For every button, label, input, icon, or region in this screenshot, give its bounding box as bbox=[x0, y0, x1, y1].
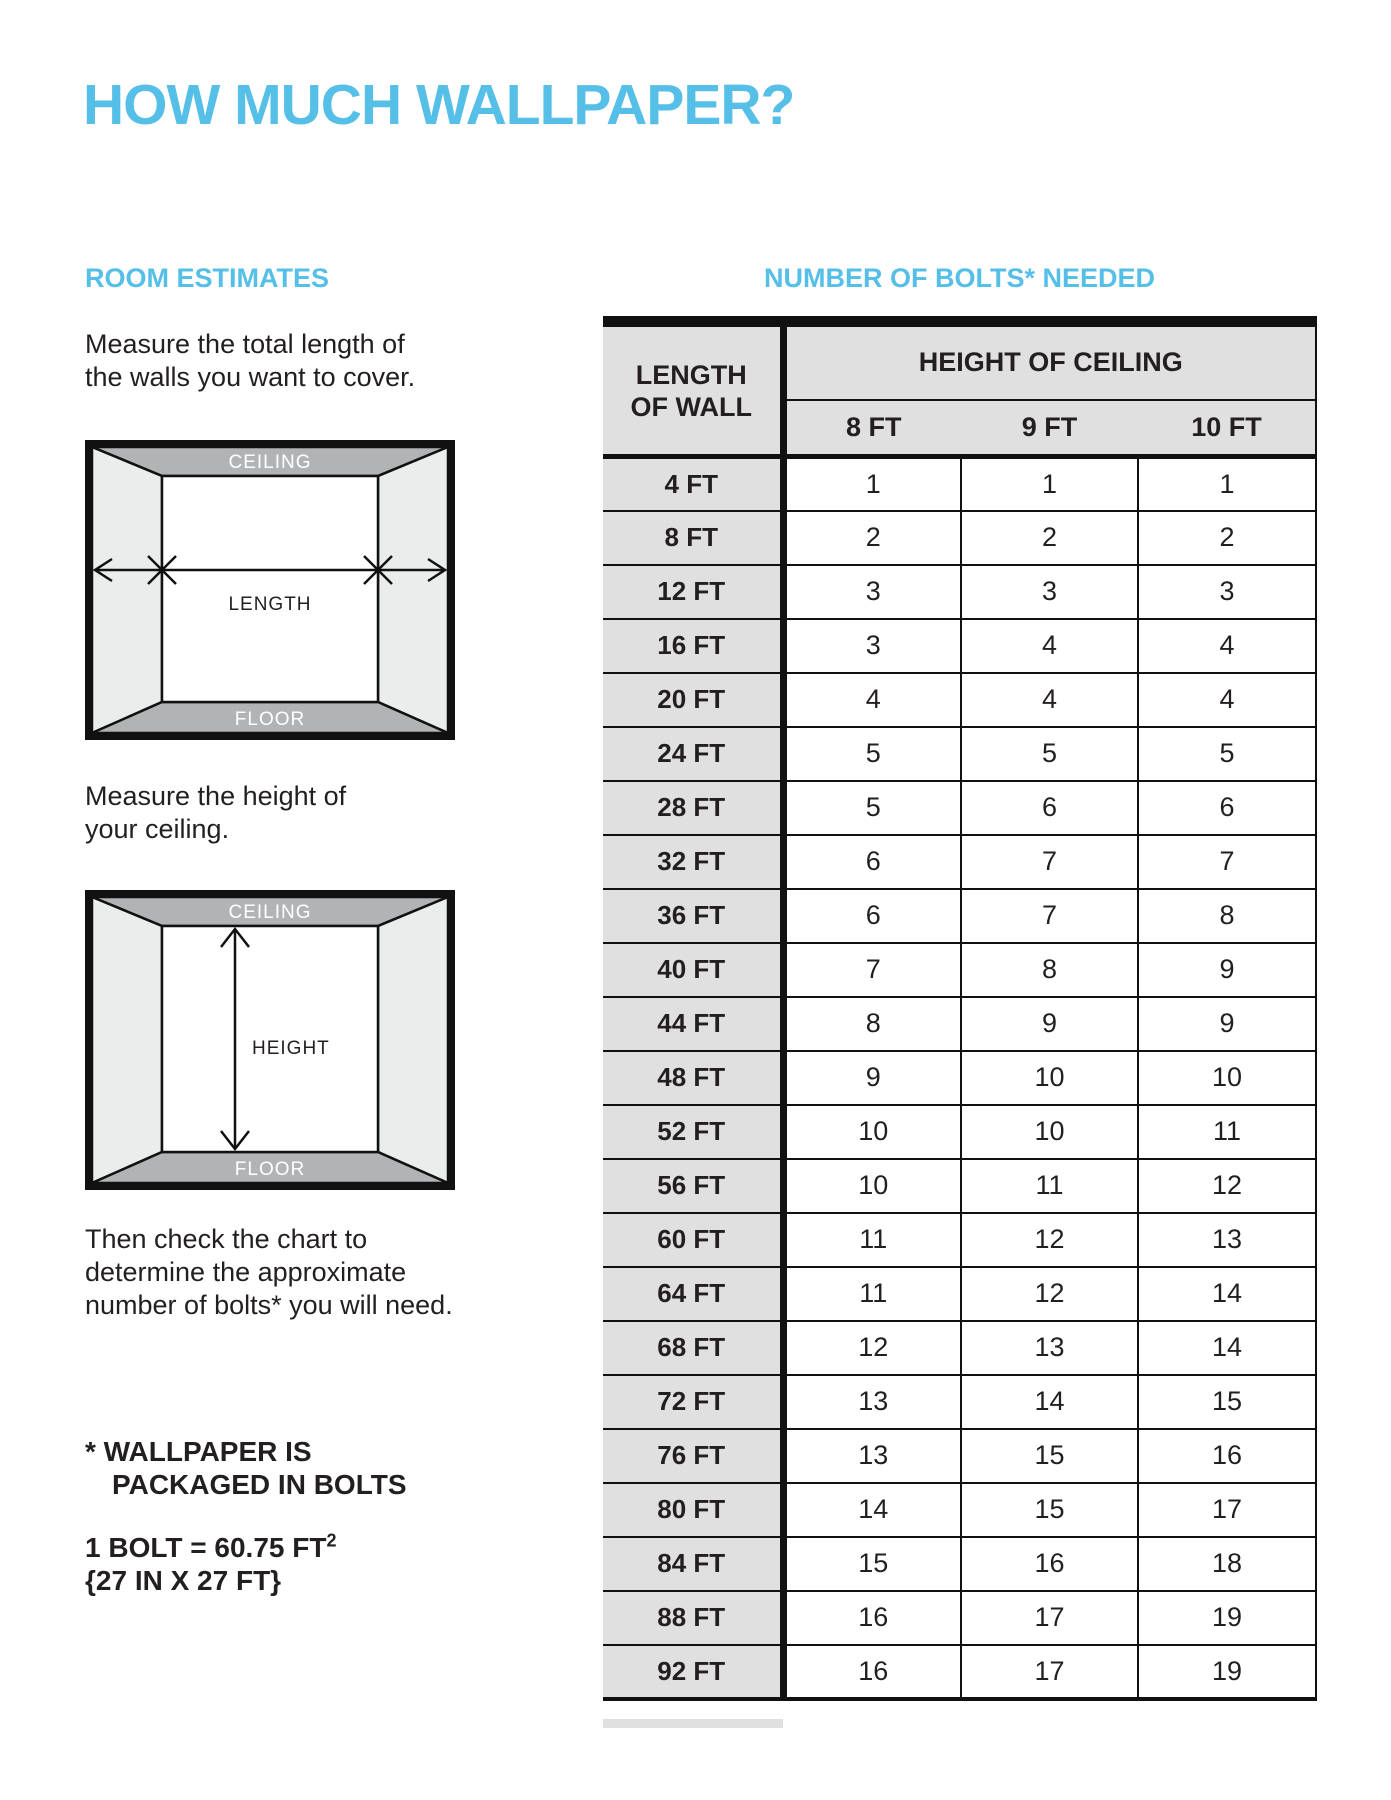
footnote-line: PACKAGED IN BOLTS bbox=[112, 1469, 407, 1500]
table-group-header-row bbox=[603, 322, 1316, 400]
table-row bbox=[603, 835, 1316, 889]
bolt-count-cell: 4 bbox=[961, 673, 1138, 727]
bolt-count-cell: 13 bbox=[1138, 1213, 1316, 1267]
table-bottom-stub bbox=[603, 1719, 783, 1728]
bolt-count-cell: 9 bbox=[783, 1051, 961, 1105]
table-row bbox=[603, 1267, 1316, 1321]
bolt-count-cell: 17 bbox=[1138, 1483, 1316, 1537]
bolt-count-cell: 3 bbox=[961, 565, 1138, 619]
bolt-count-cell: 9 bbox=[1138, 997, 1316, 1051]
length-of-wall-line: LENGTH bbox=[635, 359, 747, 390]
bolt-count-cell: 1 bbox=[783, 457, 961, 511]
length-of-wall-line: OF WALL bbox=[630, 391, 752, 422]
ceiling-label: CEILING bbox=[228, 452, 312, 473]
instruction-measure-height bbox=[85, 780, 346, 846]
wall-length-cell: 20 FT bbox=[603, 673, 783, 727]
bolts-footnote bbox=[85, 1435, 407, 1501]
bolt-count-cell: 3 bbox=[783, 565, 961, 619]
bolt-count-cell: 1 bbox=[961, 457, 1138, 511]
bolt-count-cell: 12 bbox=[1138, 1159, 1316, 1213]
column-header-10ft: 10 FT bbox=[1138, 400, 1316, 457]
bolt-count-cell: 11 bbox=[961, 1159, 1138, 1213]
instruction-measure-length bbox=[85, 328, 415, 394]
wall-length-cell: 68 FT bbox=[603, 1321, 783, 1375]
wall-length-cell: 52 FT bbox=[603, 1105, 783, 1159]
ceiling-label: CEILING bbox=[228, 902, 312, 923]
bolt-count-cell: 4 bbox=[1138, 673, 1316, 727]
bolt-count-cell: 11 bbox=[783, 1267, 961, 1321]
instruction-line: Then check the chart to bbox=[85, 1224, 368, 1254]
bolt-count-cell: 10 bbox=[783, 1159, 961, 1213]
bolt-count-cell: 16 bbox=[961, 1537, 1138, 1591]
bolt-size-text: 1 BOLT = 60.75 FT bbox=[85, 1532, 327, 1563]
wall-length-cell: 48 FT bbox=[603, 1051, 783, 1105]
bolt-count-cell: 14 bbox=[1138, 1267, 1316, 1321]
bolt-count-cell: 8 bbox=[1138, 889, 1316, 943]
bolt-count-cell: 15 bbox=[783, 1537, 961, 1591]
table-row bbox=[603, 943, 1316, 997]
table-row bbox=[603, 673, 1316, 727]
room-estimates-heading: ROOM ESTIMATES bbox=[85, 263, 330, 293]
bolts-table bbox=[603, 316, 1317, 1701]
instruction-line: determine the approximate bbox=[85, 1257, 407, 1287]
table-row bbox=[603, 1375, 1316, 1429]
table-row bbox=[603, 1213, 1316, 1267]
bolt-count-cell: 5 bbox=[961, 727, 1138, 781]
bolts-needed-heading: NUMBER OF BOLTS* NEEDED bbox=[763, 263, 1155, 293]
left-wall bbox=[92, 897, 162, 1183]
bolt-count-cell: 8 bbox=[783, 997, 961, 1051]
bolt-count-cell: 6 bbox=[961, 781, 1138, 835]
bolt-count-cell: 19 bbox=[1138, 1645, 1316, 1699]
bolt-count-cell: 7 bbox=[783, 943, 961, 997]
wall-length-cell: 16 FT bbox=[603, 619, 783, 673]
instruction-line: number of bolts* you will need. bbox=[85, 1290, 453, 1320]
floor-label: FLOOR bbox=[234, 1159, 306, 1180]
length-label: LENGTH bbox=[228, 594, 312, 615]
table-row bbox=[603, 727, 1316, 781]
column-header-8ft: 8 FT bbox=[783, 400, 961, 457]
left-wall bbox=[92, 447, 162, 733]
bolt-count-cell: 6 bbox=[783, 835, 961, 889]
wall-length-cell: 64 FT bbox=[603, 1267, 783, 1321]
table-row bbox=[603, 1429, 1316, 1483]
wall-length-cell: 40 FT bbox=[603, 943, 783, 997]
wall-length-cell: 60 FT bbox=[603, 1213, 783, 1267]
bolt-equation bbox=[85, 1531, 336, 1597]
height-label: HEIGHT bbox=[252, 1038, 330, 1059]
table-row bbox=[603, 511, 1316, 565]
wall-length-cell: 4 FT bbox=[603, 457, 783, 511]
bolt-dimensions-line: {27 IN X 27 FT} bbox=[85, 1565, 282, 1596]
table-row bbox=[603, 565, 1316, 619]
bolt-count-cell: 4 bbox=[1138, 619, 1316, 673]
wall-length-cell: 92 FT bbox=[603, 1645, 783, 1699]
instruction-check-chart bbox=[85, 1223, 453, 1322]
table-row bbox=[603, 1591, 1316, 1645]
table-row bbox=[603, 1051, 1316, 1105]
bolt-count-cell: 10 bbox=[961, 1051, 1138, 1105]
wall-length-cell: 72 FT bbox=[603, 1375, 783, 1429]
bolt-count-cell: 3 bbox=[1138, 565, 1316, 619]
bolt-count-cell: 13 bbox=[783, 1429, 961, 1483]
table-row bbox=[603, 889, 1316, 943]
footnote-line: * WALLPAPER IS bbox=[85, 1436, 312, 1467]
table-row bbox=[603, 1321, 1316, 1375]
bolt-count-cell: 16 bbox=[1138, 1429, 1316, 1483]
room-length-diagram bbox=[85, 440, 455, 740]
bolt-count-cell: 2 bbox=[961, 511, 1138, 565]
bolt-count-cell: 11 bbox=[1138, 1105, 1316, 1159]
bolt-count-cell: 2 bbox=[1138, 511, 1316, 565]
table-row bbox=[603, 1483, 1316, 1537]
bolt-count-cell: 11 bbox=[783, 1213, 961, 1267]
table-row bbox=[603, 997, 1316, 1051]
wall-length-cell: 32 FT bbox=[603, 835, 783, 889]
bolt-count-cell: 14 bbox=[961, 1375, 1138, 1429]
wall-length-cell: 12 FT bbox=[603, 565, 783, 619]
bolt-count-cell: 7 bbox=[1138, 835, 1316, 889]
bolt-count-cell: 17 bbox=[961, 1645, 1138, 1699]
floor-label: FLOOR bbox=[234, 709, 306, 730]
wall-length-cell: 8 FT bbox=[603, 511, 783, 565]
height-of-ceiling-header: HEIGHT OF CEILING bbox=[783, 322, 1316, 400]
bolt-count-cell: 15 bbox=[961, 1429, 1138, 1483]
bolt-count-cell: 2 bbox=[783, 511, 961, 565]
instruction-line: Measure the height of bbox=[85, 781, 347, 811]
bolt-count-cell: 16 bbox=[783, 1591, 961, 1645]
table-row bbox=[603, 619, 1316, 673]
table-row bbox=[603, 1159, 1316, 1213]
bolt-size-line bbox=[85, 1531, 336, 1564]
wall-length-cell: 36 FT bbox=[603, 889, 783, 943]
bolt-count-cell: 7 bbox=[961, 889, 1138, 943]
wall-length-cell: 84 FT bbox=[603, 1537, 783, 1591]
bolts-table-body bbox=[603, 457, 1316, 1699]
bolt-count-cell: 18 bbox=[1138, 1537, 1316, 1591]
bolt-count-cell: 6 bbox=[1138, 781, 1316, 835]
bolt-count-cell: 7 bbox=[961, 835, 1138, 889]
wall-length-cell: 44 FT bbox=[603, 997, 783, 1051]
length-of-wall-header bbox=[603, 322, 783, 457]
right-wall bbox=[378, 897, 448, 1183]
bolt-count-cell: 10 bbox=[783, 1105, 961, 1159]
bolt-count-cell: 5 bbox=[1138, 727, 1316, 781]
bolt-count-cell: 10 bbox=[1138, 1051, 1316, 1105]
bolt-count-cell: 15 bbox=[1138, 1375, 1316, 1429]
wall-length-cell: 80 FT bbox=[603, 1483, 783, 1537]
wall-length-cell: 24 FT bbox=[603, 727, 783, 781]
bolt-count-cell: 1 bbox=[1138, 457, 1316, 511]
table-row bbox=[603, 1645, 1316, 1699]
bolt-size-superscript: 2 bbox=[326, 1530, 337, 1551]
bolt-count-cell: 14 bbox=[783, 1483, 961, 1537]
bolt-count-cell: 16 bbox=[783, 1645, 961, 1699]
wall-length-cell: 88 FT bbox=[603, 1591, 783, 1645]
bolt-count-cell: 17 bbox=[961, 1591, 1138, 1645]
bolt-count-cell: 4 bbox=[783, 673, 961, 727]
table-row bbox=[603, 1105, 1316, 1159]
bolt-count-cell: 3 bbox=[783, 619, 961, 673]
bolt-count-cell: 4 bbox=[961, 619, 1138, 673]
bolt-count-cell: 19 bbox=[1138, 1591, 1316, 1645]
bolt-count-cell: 12 bbox=[783, 1321, 961, 1375]
bolt-count-cell: 6 bbox=[783, 889, 961, 943]
bolt-count-cell: 9 bbox=[1138, 943, 1316, 997]
bolt-count-cell: 12 bbox=[961, 1213, 1138, 1267]
table-row bbox=[603, 457, 1316, 511]
right-wall bbox=[378, 447, 448, 733]
ceiling-height-diagram bbox=[85, 890, 455, 1190]
bolt-count-cell: 12 bbox=[961, 1267, 1138, 1321]
table-row bbox=[603, 1537, 1316, 1591]
back-wall bbox=[162, 476, 378, 702]
bolt-count-cell: 9 bbox=[961, 997, 1138, 1051]
bolt-count-cell: 13 bbox=[961, 1321, 1138, 1375]
wall-length-cell: 28 FT bbox=[603, 781, 783, 835]
instruction-line: Measure the total length of bbox=[85, 329, 405, 359]
bolt-count-cell: 15 bbox=[961, 1483, 1138, 1537]
bolt-count-cell: 8 bbox=[961, 943, 1138, 997]
instruction-line: the walls you want to cover. bbox=[85, 362, 416, 392]
bolt-count-cell: 14 bbox=[1138, 1321, 1316, 1375]
column-header-9ft: 9 FT bbox=[961, 400, 1138, 457]
bolt-count-cell: 10 bbox=[961, 1105, 1138, 1159]
bolt-count-cell: 5 bbox=[783, 727, 961, 781]
wall-length-cell: 56 FT bbox=[603, 1159, 783, 1213]
instruction-line: your ceiling. bbox=[85, 814, 230, 844]
table-row bbox=[603, 781, 1316, 835]
bolt-count-cell: 5 bbox=[783, 781, 961, 835]
bolt-count-cell: 13 bbox=[783, 1375, 961, 1429]
page-title: HOW MUCH WALLPAPER? bbox=[83, 73, 795, 137]
wall-length-cell: 76 FT bbox=[603, 1429, 783, 1483]
